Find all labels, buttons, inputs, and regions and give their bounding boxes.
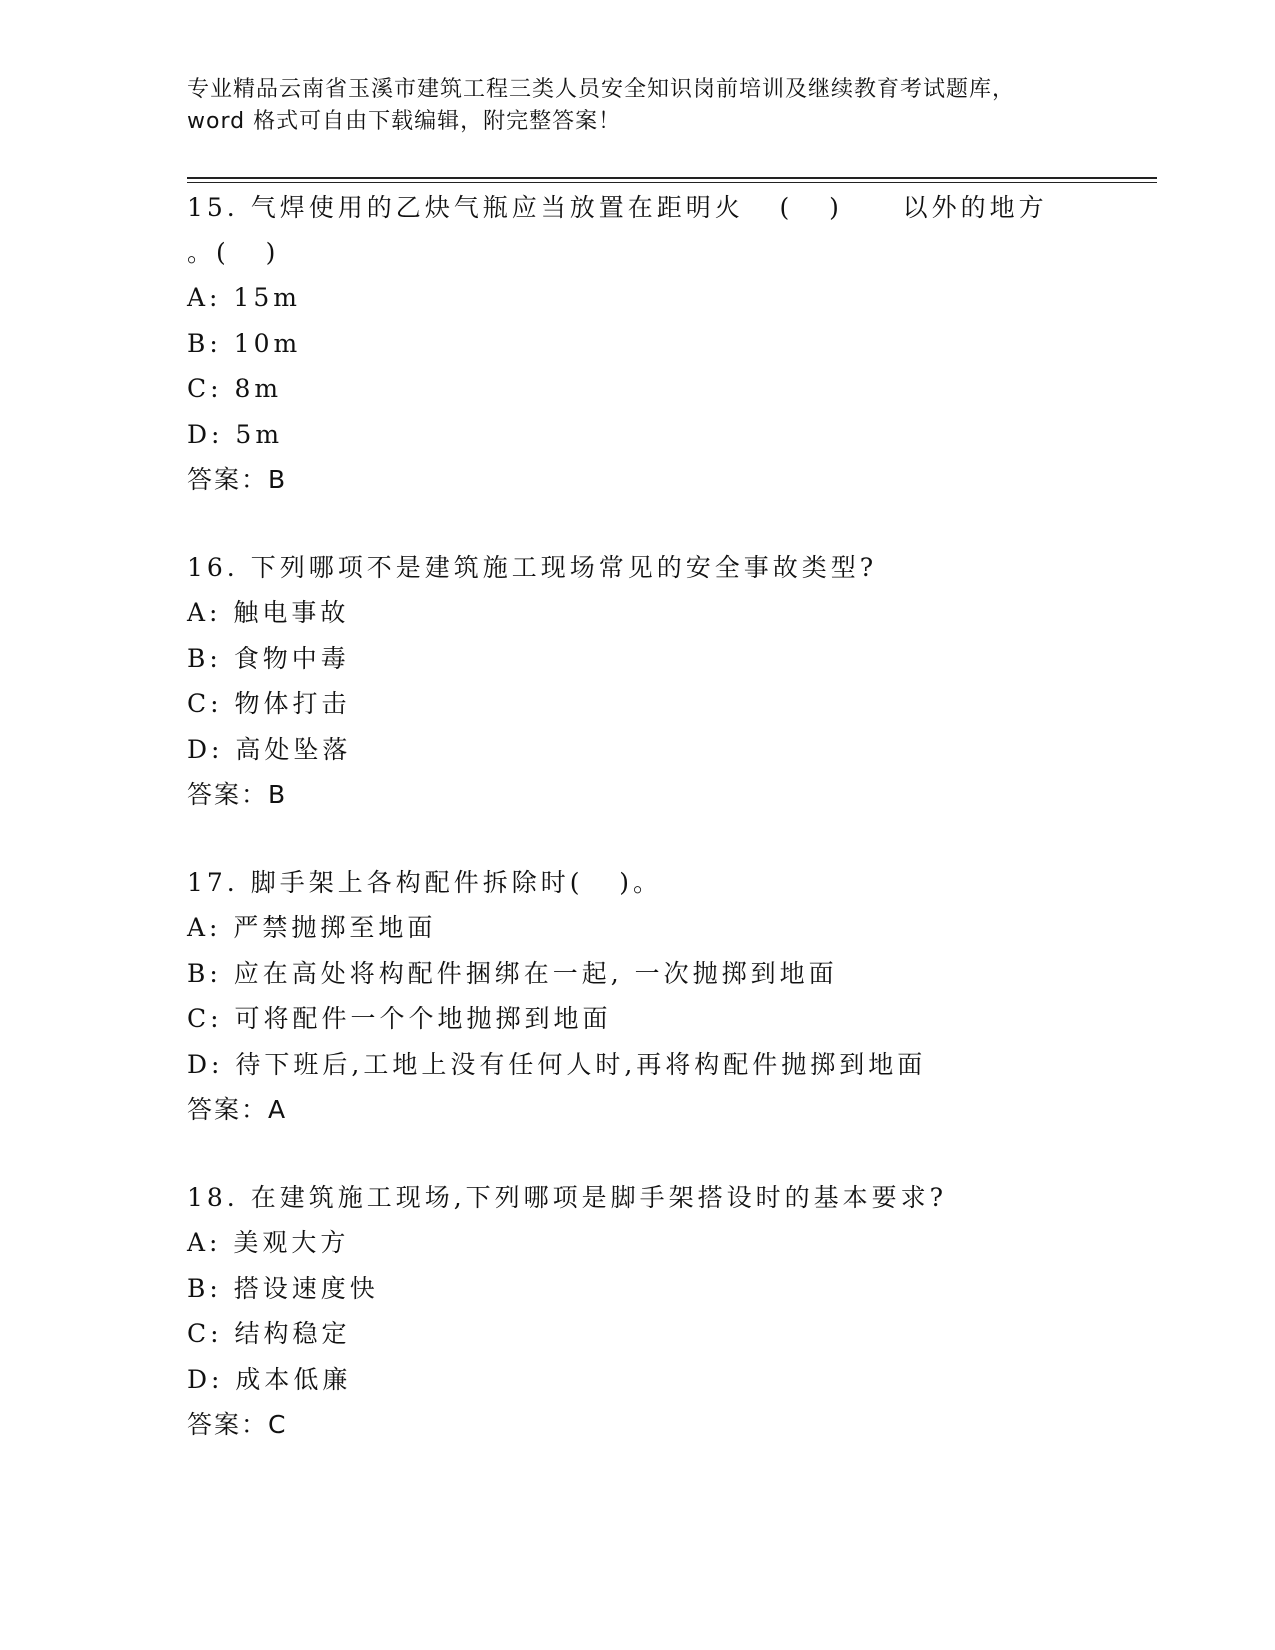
option-a: A: 触电事故 — [187, 598, 350, 627]
option-b: B: 搭设速度快 — [187, 1273, 379, 1303]
option-b: B: 应在高处将构配件捆绑在一起, 一次抛掷到地面 — [187, 958, 838, 988]
question-16 — [187, 545, 1167, 817]
option-a: A: 15m — [187, 283, 301, 312]
question-17 — [187, 860, 1167, 1132]
option-d: D: 成本低廉 — [187, 1364, 352, 1394]
option-d: D: 待下班后,工地上没有任何人时,再将构配件抛掷到地面 — [187, 1049, 927, 1079]
option-c: C: 可将配件一个个地抛掷到地面 — [187, 1004, 612, 1033]
option-c: C: 结构稳定 — [187, 1319, 351, 1348]
question-stem: 15. 气焊使用的乙炔气瓶应当放置在距明火 ( ) 以外的地方 — [187, 193, 1048, 222]
option-b: B: 10m — [187, 328, 302, 358]
option-c: C: 8m — [187, 374, 283, 403]
question-stem: 18. 在建筑施工现场,下列哪项是脚手架搭设时的基本要求? — [187, 1183, 948, 1212]
question-stem: 17. 脚手架上各构配件拆除时( )。 — [187, 868, 663, 897]
answer: 答案：A — [187, 1095, 288, 1124]
header-divider — [187, 177, 1157, 183]
header-line-2: word 格式可自由下载编辑，附完整答案！ — [187, 109, 622, 134]
option-d: D: 5m — [187, 419, 284, 449]
option-c: C: 物体打击 — [187, 689, 351, 718]
option-d: D: 高处坠落 — [187, 734, 352, 764]
header-line-1: 专业精品云南省玉溪市建筑工程三类人员安全知识岗前培训及继续教育考试题库， — [187, 77, 1016, 102]
question-stem: 16. 下列哪项不是建筑施工现场常见的安全事故类型? — [187, 553, 878, 582]
question-18 — [187, 1175, 1167, 1447]
option-b: B: 食物中毒 — [187, 643, 350, 673]
answer: 答案：B — [187, 780, 288, 809]
question-stem-continued: 。( ) — [187, 238, 280, 267]
option-a: A: 美观大方 — [187, 1228, 350, 1257]
answer: 答案：B — [187, 465, 288, 494]
question-15 — [187, 185, 1167, 502]
document-header — [187, 74, 1087, 138]
option-a: A: 严禁抛掷至地面 — [187, 913, 437, 942]
answer: 答案：C — [187, 1410, 288, 1439]
